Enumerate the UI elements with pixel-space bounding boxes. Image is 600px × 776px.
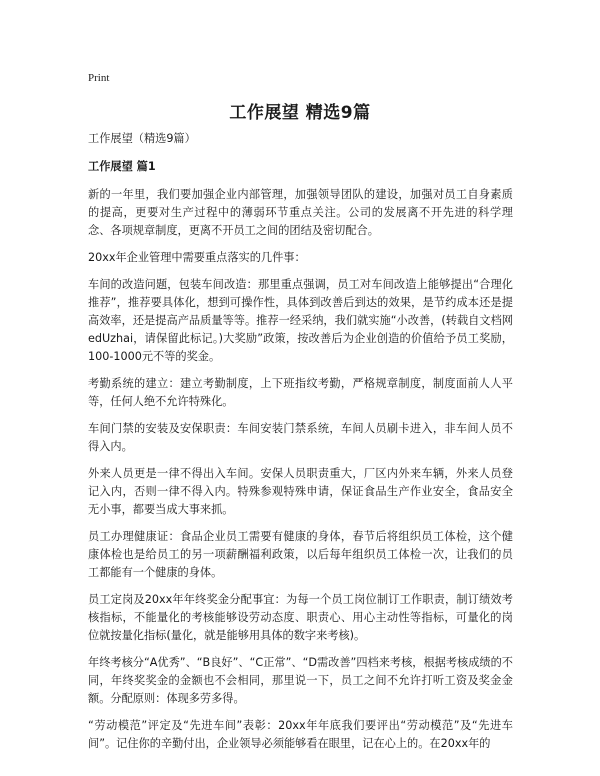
paragraph: 考勤系统的建立：建立考勤制度，上下班指纹考勤，严格规章制度，制度面前人人平等，任何人绝不允许特殊化。 [88, 377, 513, 408]
section-heading: 工作展望 篇1 [88, 160, 156, 173]
document-subtitle: 工作展望（精选9篇） [88, 132, 196, 145]
paragraph: 车间门禁的安装及安保职责：车间安装门禁系统，车间人员刷卡进入，非车间人员不得入内。 [88, 422, 513, 453]
paragraph: 员工办理健康证：食品企业员工需要有健康的身体，春节后将组织员工体检，这个健康体检也是给员工的另一项薪酬福利政策，以后每年组织员工体检一次，让我们的员工都能有一个健康的身体。 [88, 530, 513, 579]
page-title: 工作展望 精选9篇 [229, 103, 371, 123]
paragraph: 员工定岗及20xx年年终奖金分配事宜：为每一个员工岗位制订工作职责，制订绩效考核指标，不能量化的考核能够设劳动态度、职责心、用心主动性等指标，可量化的岗位就按量化指标(量化，就是能够用具体的数字来考核)。 [88, 593, 513, 642]
paragraph: 20xx年企业管理中需要重点落实的几件事： [88, 251, 306, 264]
paragraph: “劳动模范”评定及“先进车间”表彰：20xx年年底我们要评出“劳动模范”及“先进车间”。记住你的辛勤付出，企业领导必须能够看在眼里，记在心上的。在20xx年的 [88, 719, 513, 750]
paragraph: 年终考核分“A优秀”、“B良好”、“C正常”、“D需改善”四档来考核，根据考核成绩的不同，年终奖奖金的金额也不会相同，那里说一下，员工之间不允许打听工资及奖金金额。分配原则：体现多劳多得。 [88, 656, 513, 705]
document-body [88, 130, 513, 762]
paragraph: 车间的改造问题，包装车间改造：那里重点强调，员工对车间改造上能够提出“合理化推荐”，推荐要具体化，想到可操作性，具体到改善后到达的效果，是节约成本还是提高效率，还是提高产品质量等等。推荐一经采纳，我们就实施“小改善，(转载自文档网edUzhai，请保留此标记。)大奖励”政策，按改善后为企业创造的价值给予员工奖励，100-1000元不等的奖金。 [88, 278, 513, 363]
paragraph: 新的一年里，我们要加强企业内部管理，加强领导团队的建设，加强对员工自身素质的提高，更要对生产过程中的薄弱环节重点关注。公司的发展离不开先进的科学理念、各项规章制度，更离不开员工之间的团结及密切配合。 [88, 188, 513, 237]
print-label: Print [88, 72, 110, 84]
paragraph: 外来人员更是一律不得出入车间。安保人员职责重大，厂区内外来车辆，外来人员登记入内，否则一律不得入内。特殊参观特殊申请，保证食品生产作业安全，食品安全无小事，都要当成大事来抓。 [88, 467, 513, 516]
